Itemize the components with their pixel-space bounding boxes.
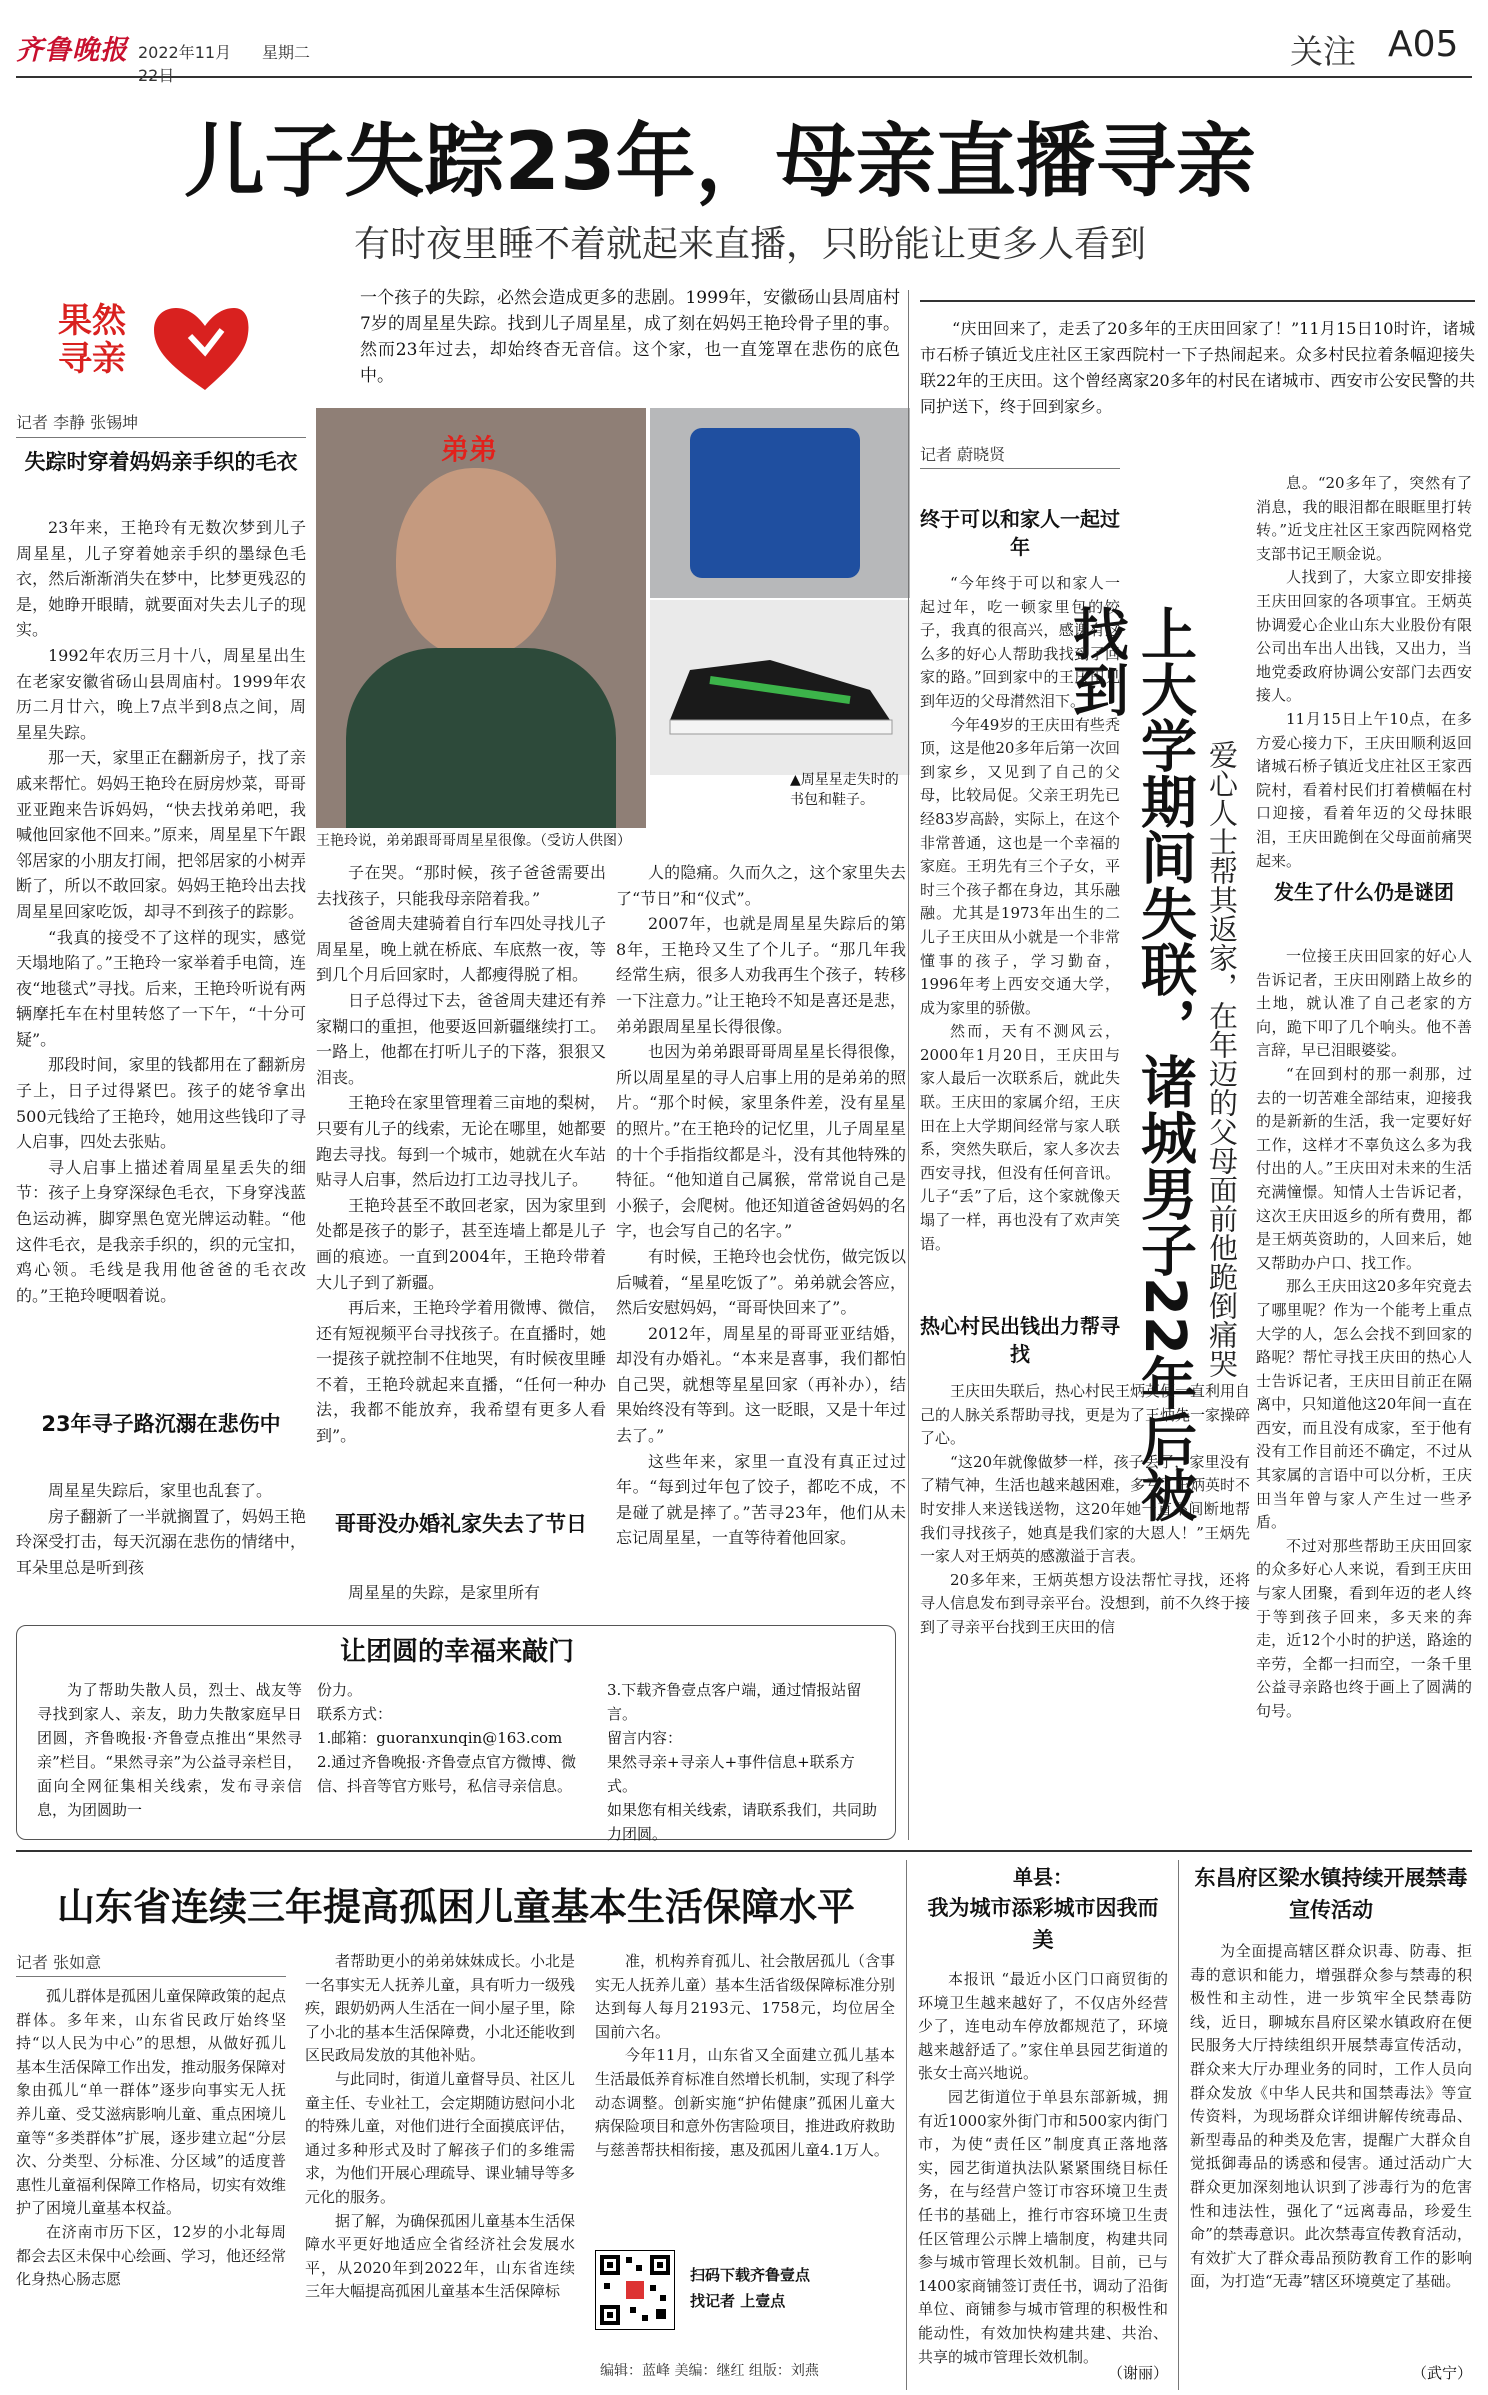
right-heading-1: 终于可以和家人一起过年 — [920, 507, 1120, 559]
paragraph: 与此同时，街道儿童督导员、社区儿童主任、专业社工，会定期随访慰问小北的特殊儿童，对他们进行全面摸底评估，通过多种形式及时了解孩子们的多维需求，为他们开展心理疏导、课业辅导等多元化的服务。 — [305, 2069, 576, 2206]
right-headline: 上大学期间失联，诸城男子22年后被找到 — [1064, 605, 1197, 1523]
paragraph: 王庆田失联后，热心村民王炳英便一直利用自己的人脉关系帮助寻找，更是为了王炳先一家操碎了心。 — [920, 1382, 1251, 1448]
lead-col1a — [16, 515, 306, 1405]
lead-col3 — [616, 860, 906, 1615]
shanxian-kicker: 单县： — [1013, 1865, 1073, 1889]
page-number: A05 — [1388, 24, 1459, 65]
shanxian-headline: 我为城市添彩城市因我而美 — [927, 1896, 1159, 1952]
right-colB2 — [1256, 945, 1472, 1840]
column-divider — [908, 290, 909, 1840]
paragraph: 今年11月，山东省又全面建立孤儿基本生活最低养育标准自然增长机制，实现了科学动态调整。创新实施“护佑健康”孤困儿童大病保险项目和意外伤害险项目，推进政府救助与慈善帮扶相衔接，惠及孤困儿童4.1万人。 — [595, 2046, 896, 2159]
bottom-headline: 山东省连续三年提高孤困儿童基本生活保障水平 — [56, 1885, 855, 1929]
guoran-xunqin-badge — [50, 290, 250, 400]
dongchang-author: （武宁） — [1411, 2364, 1472, 2382]
qr-code[interactable] — [595, 2250, 675, 2330]
paragraph: 有时候，王艳玲也会忧伤，做完饭以后喊着，“星星吃饭了”。弟弟就会答应，然后安慰妈妈，“哥哥快回来了”。 — [616, 1246, 906, 1318]
section-heading-1: 失踪时穿着妈妈亲手织的毛衣 — [24, 450, 298, 474]
paragraph: 2012年，周星星的哥哥亚亚结婚，却没有办婚礼。“本来是喜事，我们都怕自己哭，就想等星星回家（再补办），结果始终没有等到。这一眨眼，又是十年过去了。” — [616, 1323, 906, 1446]
lead-col2b — [316, 1580, 606, 1610]
paragraph: 者帮助更小的弟弟妹妹成长。小北是一名事实无人抚养儿童，具有听力一级残疾，跟奶奶两人生活在一间小屋子里，除了小北的基本生活保障费，小北还能收到区民政局发放的其他补贴。 — [305, 1952, 576, 2065]
bottom-byline: 记者 张如意 — [16, 1953, 102, 1972]
shanxian-body — [918, 1968, 1168, 2366]
paragraph: 2007年，也就是周星星失踪后的第8年，王艳玲又生了个儿子。“那几年我经常生病，很多人劝我再生个孩子，转移一下注意力。”让王艳玲不知是喜还是悲，弟弟跟周星星长得很像。 — [616, 914, 906, 1036]
paragraph: 孤儿群体是孤困儿童保障政策的起点群体。多年来，山东省民政厅始终坚持“以人民为中心”的思想，从做好孤儿基本生活保障工作出发，推动服务保障对象由孤儿“单一群体”逐步向事实无人抚养儿童、受艾滋病影响儿童、重点困境儿童等“多类群体”扩展，逐步建立起“分层次、分类型、分标准、分区域”的适度普惠性儿童福利保障工作格局，切实有效维护了困境儿童基本权益。 — [16, 1987, 287, 2218]
photo-caption: 王艳玲说，弟弟跟哥哥周星星很像。（受访人供图） — [316, 833, 631, 849]
paragraph: 王艳玲在家里管理着三亩地的梨树，只要有儿子的线索，无论在哪里，她都要跑去寻找。每到一个城市，她就在火车站贴寻人启事，然后边打工边寻找儿子。 — [316, 1093, 606, 1190]
lead-byline: 记者 李静 张锡坤 — [16, 413, 139, 432]
paragraph: 这些年来，家里一直没有真正过过年。“每到过年包了饺子，都吃不成，不是碰了就是摔了。”苦寻23年，他们从未忘记周星星，一直等待着他回家。 — [616, 1451, 906, 1548]
paragraph: “今年终于可以和家人一起过年，吃一顿家里包的饺子，我真的很高兴，感谢有这么多的好心人帮助我找到了回家的路。”回到家中的王庆田见到年迈的父母潸然泪下。 — [920, 574, 1120, 710]
photo2-caption: ▲周星星走失时的书包和鞋子。 — [790, 772, 899, 808]
section-heading-2: 23年寻子路沉溺在悲伤中 — [41, 1412, 281, 1436]
column-divider — [1178, 1860, 1179, 2390]
paragraph: 爸爸周夫建骑着自行车四处寻找儿子周星星，晚上就在桥底、车底熬一夜，等到几个月后回家时，人都瘦得脱了相。 — [316, 914, 606, 985]
newspaper-logo: 齐鲁晚报 — [16, 35, 128, 66]
paragraph: 王艳玲甚至不敢回老家，因为家里到处都是孩子的影子，甚至连墙上都是儿子画的痕迹。一直到2004年，王艳玲带着大儿子到了新疆。 — [316, 1195, 606, 1292]
paragraph: 在济南市历下区，12岁的小北每周都会去区未保中心绘画、学习，他还经常化身热心肠志愿 — [16, 2222, 287, 2289]
notice-title: 让团圆的幸福来敲门 — [339, 1637, 574, 1667]
masthead-rule — [16, 76, 1472, 78]
paragraph: 11月15日上午10点，在多方爱心接力下，王庆田顺利返回诸城石桥子镇近戈庄社区王家西院村，看着村民们打着横幅在村口迎接，看着年迈的父母抹眼泪，王庆田跪倒在父母面前痛哭起来。 — [1256, 709, 1472, 870]
paragraph: 园艺街道位于单县东部新城，拥有近1000家外街门市和500家内街门市，为使“责任区”制度真正落地落实，园艺街道执法队紧紧围绕目标任务，在与经营户签订市容环境卫生责任书的基础上，推行市容环境卫生责任区管理公示牌上墙制度，构建共同参与城市管理长效机制。目前，已与1400家商铺签订责任书，调动了沿街单位、商铺参与城市管理的积极性和能动性，有效加快构建共建、共治、共享的城市管理长效机制。 — [918, 2087, 1168, 2366]
paragraph: 一位接王庆田回家的好心人告诉记者，王庆田刚踏上故乡的土地，就认准了自己老家的方向，跪下叩了几个响头。他不善言辞，早已泪眼婆娑。 — [1256, 947, 1472, 1060]
notice-col2: 份力。 联系方式： 1.邮箱：guoranxunqin@163.com 2.通过齐鲁晚报·齐鲁壹点官方微博、微信、抖音等官方账号，私信寻亲信息。 — [317, 1681, 577, 1795]
section-heading-3: 哥哥没办婚礼家失去了节日 — [335, 1512, 587, 1536]
paragraph: 息。“20多年了，突然有了消息，我的眼泪都在眼眶里打转转。”近戈庄社区王家西院网格党支部书记王顺金说。 — [1256, 474, 1472, 563]
paragraph: “在回到村的那一刹那，过去的一切苦难全部结束，迎接我的是新新的生活，我一定要好好工作，这样才不辜负这么多为我付出的人。”王庆田对未来的生活充满憧憬。知情人士告诉记者，这次王庆田返乡的所有费用，都是王炳英资助的，人回来后，她又帮助办户口、找工作。 — [1256, 1064, 1472, 1272]
paragraph: 为全面提高辖区群众识毒、防毒、拒毒的意识和能力，增强群众参与禁毒的积极性和主动性，进一步筑牢全民禁毒防线，近日，聊城东昌府区梁水镇政府在便民服务大厅持续组织开展禁毒宣传活动，群众来大厅办理业务的同时，工作人员向群众发放《中华人民共和国禁毒法》等宣传资料，为现场群众详细讲解传统毒品、新型毒品的种类及危害，提醒广大群众自觉抵御毒品的诱惑和侵害。通过活动广大群众更加深刻地认识到了涉毒行为的危害性和违法性，强化了“远离毒品，珍爱生命”的禁毒意识。此次禁毒宣传教育活动，有效扩大了群众毒品预防教育工作的影响面，为打造“无毒”辖区环境奠定了基础。 — [1190, 1942, 1472, 2291]
right-colA — [920, 572, 1120, 1302]
section-name: 关注 — [1290, 32, 1356, 71]
paragraph: 本报讯 “最近小区门口商贸街的环境卫生越来越好了，不仅店外经营少了，连电动车停放都规范了，环境越来越舒适了。”家住单县园艺街道的张女士高兴地说。 — [918, 1970, 1168, 2083]
byline-rule — [920, 468, 1120, 469]
column-divider — [906, 1860, 907, 2390]
bottom-col3 — [595, 1950, 895, 2175]
paragraph: 也因为弟弟跟哥哥周星星长得很像，所以周星星的寻人启事上用的是弟弟的照片。“那个时候，家里条件差，没有星星的照片。”在王艳玲的记忆里，儿子周星星的十个手指指纹都是斗，没有其他特殊的特征。“他知道自己属猴，常常说自己是小猴子，会爬树。他还知道爸爸妈妈的名字，也会写自己的名字。” — [616, 1042, 906, 1241]
right-intro: “庆田回来了，走丢了20多年的王庆田回家了！”11月15日10时许，诸城市石桥子镇近戈庄社区王家西院村一下子热闹起来。众多村民拉着条幅迎接失联22年的王庆田。这个曾经离家20多年的村民在诸城市、西安市公安民警的共同护送下，终于回到家乡。 — [920, 319, 1475, 416]
right-colB — [1256, 472, 1472, 872]
weekday: 星期二 — [262, 43, 311, 62]
right-subheadline: 爱心人士帮其返家，在年迈的父母面前他跪倒痛哭 — [1205, 740, 1239, 1378]
right-heading-2: 热心村民出钱出力帮寻找 — [920, 1314, 1120, 1366]
paragraph: 人的隐痛。久而久之，这个家里失去了“节日”和“仪式”。 — [616, 863, 906, 908]
qr-text: 扫码下载齐鲁壹点 找记者 上壹点 — [690, 2266, 811, 2310]
editor-credits: 编辑：蓝峰 美编：继红 组版：刘燕 — [600, 2363, 819, 2379]
paragraph: 那一天，家里正在翻新房子，找了亲戚来帮忙。妈妈王艳玲在厨房炒菜，哥哥亚亚跑来告诉妈妈，“快去找弟弟吧，我喊他回家他不回来。”原来，周星星下午跟邻居家的小朋友打闹，把邻居家的小树弄断了，所以不敢回家。妈妈王艳玲出去找周星星回家吃饭，却寻不到孩子的踪影。 — [16, 748, 306, 921]
schoolbag-photo — [650, 408, 910, 598]
paragraph: “这20年就像做梦一样，孩子丢了，家里没有了精气神，生活也越来越困难，多亏了王炳英时不时安排人来送钱送物，这20年她一直不间断地帮我们寻找孩子，她真是我们家的大恩人！”王炳先一家人对王炳英的感激溢于言表。 — [920, 1452, 1251, 1566]
paragraph: 据了解，为确保孤困儿童基本生活保障水平更好地适应全省经济社会发展水平，从2020年到2022年，山东省连续三年大幅提高孤困儿童基本生活保障标 — [305, 2211, 576, 2301]
paragraph: 房子翻新了一半就搁置了，妈妈王艳玲深受打击，每天沉溺在悲伤的情绪中，耳朵里总是听到孩 — [16, 1506, 306, 1577]
paragraph: 子在哭。“那时候，孩子爸爸需要出去找孩子，只能我母亲陪着我。” — [316, 863, 606, 908]
paragraph: 那么王庆田这20多年究竟去了哪里呢？作为一个能考上重点大学的人，怎么会找不到回家的路呢？帮忙寻找王庆田的热心人士告诉记者，王庆田目前正在隔离中，只知道他这20年间一直在西安，而且没有成家，至于他有没有工作目前还不确定，不过从其家属的言语中可以分析，王庆田当年曾与家人产生过一些矛盾。 — [1256, 1277, 1472, 1532]
shoe-photo — [650, 600, 910, 775]
paragraph: 今年49岁的王庆田有些秃顶，这是他20多年后第一次回到家乡，又见到了自己的父母，比较局促。父亲王玥先已经83岁高龄，实际上，在这个非常普通，这也是一个幸福的家庭。王玥先有三个子女，平时三个孩子都在身边，其乐融融。尤其是1973年出生的二儿子王庆田从小就是一个非常懂事的孩子，学习勤奋，1996年考上西安交通大学，成为家里的骄傲。 — [920, 715, 1120, 1017]
notice-col1: 为了帮助失散人员，烈士、战友等寻找到家人、亲友，助力失散家庭早日团圆，齐鲁晚报·齐鲁壹点推出“果然寻亲”栏目。“果然寻亲”为公益寻亲栏目，面向全网征集相关线索，发布寻亲信息，为团圆助一 — [37, 1681, 302, 1819]
qr-code-icon — [596, 2251, 674, 2329]
byline-rule — [16, 437, 306, 438]
paragraph: 20多年来，王炳英想方设法帮忙寻找，还将寻人信息发布到寻亲平台。没想到，前不久终于接到了寻亲平台找到王庆田的信 — [920, 1570, 1251, 1636]
paragraph: 再后来，王艳玲学着用微博、微信，还有短视频平台寻找孩子。在直播时，她一提孩子就控制不住地哭，有时候夜里睡不着，王艳玲就起来直播，“任何一种办法，我都不能放弃，我希望有更多人看到”。 — [316, 1298, 606, 1446]
paragraph: 1992年农历三月十八，周星星出生在老家安徽省砀山县周庙村。1999年农历二月廿六，晚上7点半到8点之间，周星星失踪。 — [16, 645, 306, 742]
right-byline: 记者 蔚晓贤 — [920, 445, 1006, 464]
badge-label: 果然寻亲 — [58, 301, 126, 379]
lead-subheadline: 有时夜里睡不着就起来直播，只盼能让更多人看到 — [353, 224, 1146, 265]
paragraph: 周星星失踪后，家里也乱套了。 — [48, 1481, 273, 1500]
paragraph: 日子总得过下去，爸爸周夫建还有养家糊口的重担，他要返回新疆继续打工。一路上，他都在打听儿子的下落，狠狠又泪丧。 — [316, 990, 606, 1087]
paragraph: 准，机构养育孤儿、社会散居孤儿（含事实无人抚养儿童）基本生活省级保障标准分别达到每人每月2193元、1758元，均位居全国前六名。 — [595, 1952, 896, 2041]
notice-col3: 3.下载齐鲁壹点客户端，通过情报站留言。 留言内容： 果然寻亲+寻亲人+事件信息+联系方式。 如果您有相关线索，请联系我们，共同助力团圆。 — [607, 1681, 878, 1843]
boy-photo — [316, 408, 646, 828]
lead-col1b — [16, 1478, 306, 1618]
paragraph: 那段时间，家里的钱都用在了翻新房子上，日子过得紧巴。孩子的姥爷拿出500元钱给了王艳玲，她用这些钱印了寻人启事，四处去张贴。 — [16, 1055, 306, 1152]
right-colA2 — [920, 1380, 1250, 1830]
lead-col2 — [316, 860, 606, 1510]
right-intro-box — [920, 300, 1475, 440]
paragraph: 不过对那些帮助王庆田回家的众多好心人来说，看到王庆田与家人团聚，看到年迈的老人终于等到孩子回来，多天来的奔走，近12个小时的护送，路途的辛劳，全都一扫而空，一条千里公益寻亲路也终于画上了圆满的句号。 — [1256, 1536, 1472, 1720]
byline-rule — [16, 1976, 286, 1977]
paragraph: 人找到了，大家立即安排接王庆田回家的各项事宜。王炳英协调爱心企业山东大业股份有限公司出车出人出钱，又出力，当地党委政府协调公安部门去西安接人。 — [1256, 568, 1472, 705]
issue-date: 2022年11月 — [138, 43, 232, 62]
photo-label: 弟弟 — [441, 433, 498, 466]
bottom-col2 — [305, 1950, 575, 2385]
lead-headline: 儿子失踪23年，母亲直播寻亲 — [184, 115, 1256, 208]
paragraph: 寻人启事上描述着周星星丢失的细节：孩子上身穿深绿色毛衣，下身穿浅蓝色运动裤，脚穿黑色宽光牌运动鞋。“他这件毛衣，是我亲手织的，织的元宝扣，鸡心领。毛线是我用他爸爸的毛衣改的。”王艳玲哽咽着说。 — [16, 1157, 306, 1305]
shoe-icon — [650, 600, 910, 775]
paragraph: 然而，天有不测风云，2000年1月20日，王庆田与家人最后一次联系后，就此失联。王庆田的家属介绍，王庆田在上大学期间经常与家人联系，突然失联后，家人多次去西安寻找，但没有任何音讯。儿子“丢”了后，这个家就像天塌了一样，再也没有了欢声笑语。 — [920, 1022, 1120, 1253]
boy-face — [396, 468, 556, 658]
lead-intro: 一个孩子的失踪，必然会造成更多的悲剧。1999年，安徽砀山县周庙村7岁的周星星失踪。找到儿子周星星，成了刻在妈妈王艳玲骨子里的事。然而23年过去，却始终杳无音信。这个家，也一直笼罩在悲伤的底色中。 — [360, 288, 900, 386]
section-rule — [16, 1850, 1472, 1852]
shanxian-author: （谢丽） — [1107, 2364, 1168, 2382]
bottom-col1 — [16, 1985, 286, 2385]
paragraph: “我真的接受不了这样的现实，感觉天塌地陷了。”王艳玲一家举着手电筒，连夜“地毯式”寻找。后来，王艳玲听说有两辆摩托车在村里转悠了一下午，“十分可疑”。 — [16, 927, 306, 1049]
notice-box — [16, 1625, 896, 1843]
right-heading-3: 发生了什么仍是谜团 — [1274, 880, 1454, 904]
paragraph: 23年来，王艳玲有无数次梦到儿子周星星，儿子穿着她亲手织的墨绿色毛衣，然后渐渐消失在梦中，比梦更残忍的是，她睁开眼睛，就要面对失去儿子的现实。 — [16, 518, 306, 640]
dongchang-headline: 东昌府区梁水镇持续开展禁毒宣传活动 — [1194, 1866, 1468, 1922]
dongchang-body — [1190, 1940, 1472, 2365]
paragraph: 周星星的失踪，是家里所有 — [348, 1583, 541, 1602]
schoolbag — [690, 428, 860, 578]
